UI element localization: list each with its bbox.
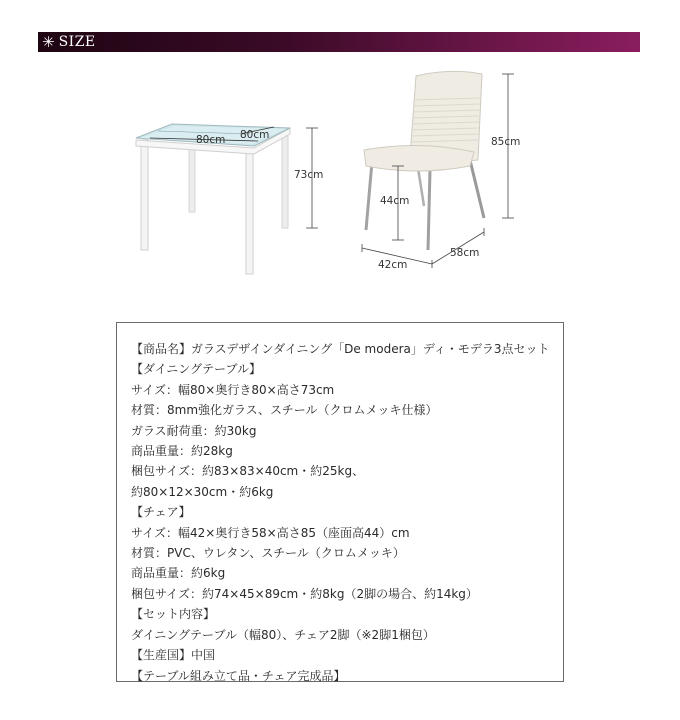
dimension-drawing — [0, 60, 680, 300]
spec-country: 【生産国】中国 — [131, 648, 216, 663]
spec-assembly: 【テーブル組み立て品・チェア完成品】 — [131, 668, 346, 683]
spec-glass-load: ガラス耐荷重：約30kg — [131, 423, 257, 438]
section-title: SIZE — [58, 34, 96, 50]
table-illustration — [136, 124, 290, 274]
spec-table-material: 材質：8mm強化ガラス、スチール（クロムメッキ仕様） — [131, 403, 438, 418]
spec-chair-package: 梱包サイズ：約74×45×89cm・約8kg（2脚の場合、約14kg） — [131, 586, 478, 601]
spec-table-weight: 商品重量：約28kg — [131, 444, 233, 459]
chair-height-label: 85cm — [491, 136, 521, 148]
seat-height-label: 44cm — [380, 195, 410, 207]
spec-table-package-1: 梱包サイズ：約83×83×40cm・約25kg、 — [131, 464, 365, 479]
spec-product-name: 【商品名】ガラスデザインダイニング「De modera」ディ・モデラ3点セット — [131, 342, 550, 356]
table-depth-label: 80cm — [240, 129, 270, 141]
table-height-label: 73cm — [294, 169, 324, 181]
chair-width-label: 42cm — [378, 259, 408, 271]
spec-table-size: サイズ：幅80×奥行き80×高さ73cm — [131, 382, 335, 397]
spec-chair-size: サイズ：幅42×奥行き58×高さ85（座面高44）cm — [131, 525, 410, 540]
table-width-label: 80cm — [196, 134, 226, 146]
spec-heading-chair: 【チェア】 — [131, 505, 191, 520]
spec-chair-weight: 商品重量：約6kg — [131, 566, 226, 581]
size-section-header — [38, 32, 640, 52]
chair-illustration — [364, 71, 484, 250]
spec-chair-material: 材質：PVC、ウレタン、スチール（クロムメッキ） — [131, 546, 405, 561]
spec-table-package-2: 約80×12×30cm・約6kg — [131, 484, 274, 499]
chair-depth-label: 58cm — [450, 247, 480, 259]
spec-box — [116, 322, 564, 682]
asterisk-star-icon: ✳ — [42, 33, 55, 51]
product-dimension-figure — [0, 60, 680, 300]
spec-heading-table: 【ダイニングテーブル】 — [131, 362, 261, 377]
spec-set-contents: ダイニングテーブル（幅80）、チェア2脚（※2脚1梱包） — [131, 627, 435, 642]
spec-heading-set: 【セット内容】 — [131, 607, 216, 622]
